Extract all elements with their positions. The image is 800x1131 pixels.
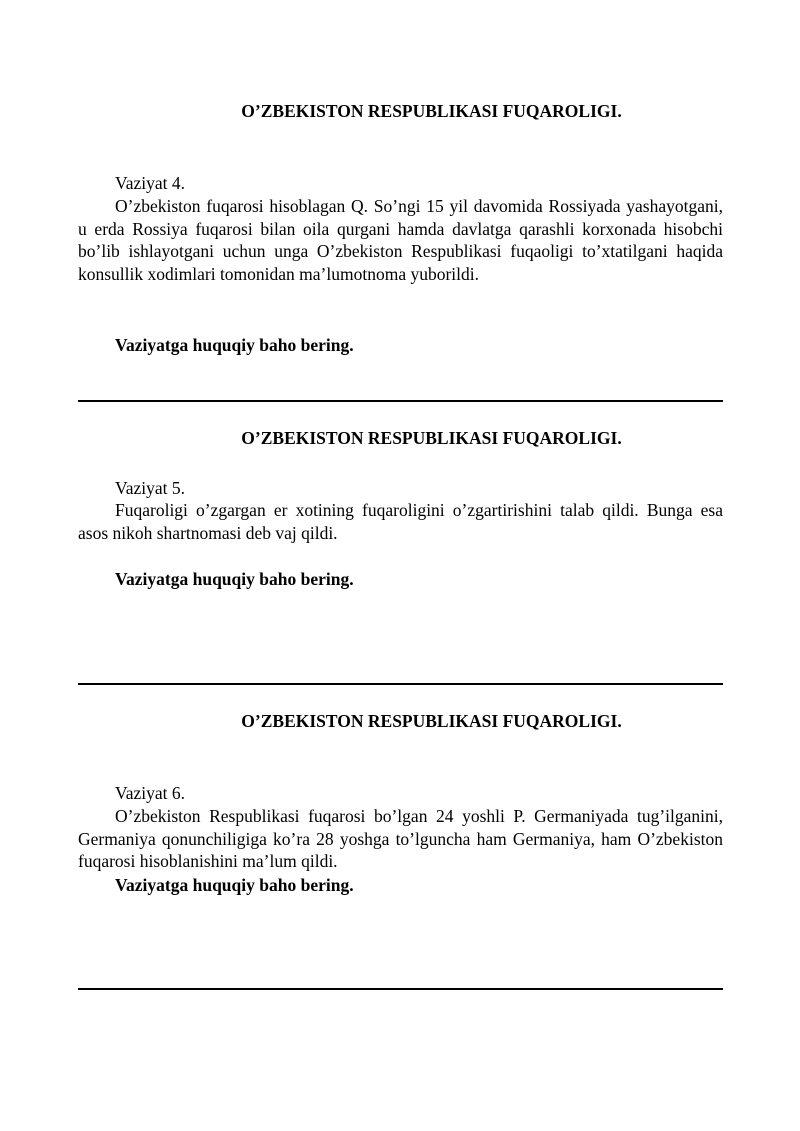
section-divider	[78, 988, 723, 990]
section-5-title: O’ZBEKISTON RESPUBLIKASI FUQAROLIGI.	[241, 428, 622, 448]
section-5-text: Fuqaroligi o’zgargan er xotining fuqaroligini o’zgartirishini talab qildi. Bunga esa asos nikoh shartnomasi deb vaj qildi.	[78, 500, 723, 543]
section-4-label: Vaziyat 4.	[115, 173, 185, 193]
section-5-label: Vaziyat 5.	[115, 478, 185, 498]
section-4-text: O’zbekiston fuqarosi hisoblagan Q. So’ngi 15 yil davomida Rossiyada yashayotgani, u erda Rossiya fuqarosi bilan oila qurgani hamda davlatga qarashli korxonada hisobchi bo’lib ishlayotgani uchun unga O’zbekiston Respublikasi fuqaoligi to’xtatilgani haqida konsullik xodimlari tomonidan ma’lumotnoma yuborildi.	[78, 196, 723, 285]
section-4-title: O’ZBEKISTON RESPUBLIKASI FUQAROLIGI.	[241, 101, 622, 121]
section-6-title: O’ZBEKISTON RESPUBLIKASI FUQAROLIGI.	[241, 711, 622, 731]
section-divider	[78, 683, 723, 685]
section-6-text: O’zbekiston Respublikasi fuqarosi bo’lgan 24 yoshli P. Germaniyada tug’ilganini, Germaniya qonunchiligiga ko’ra 28 yoshga to’lguncha ham Germaniya, ham O’zbekiston fuqarosi hisoblanishini ma’lum qildi.	[78, 806, 723, 872]
section-6-task: Vaziyatga huquqiy baho bering.	[115, 875, 354, 895]
section-divider	[78, 400, 723, 402]
section-5-task: Vaziyatga huquqiy baho bering.	[115, 569, 354, 589]
section-6-label: Vaziyat 6.	[115, 783, 185, 803]
section-4-task: Vaziyatga huquqiy baho bering.	[115, 335, 354, 355]
